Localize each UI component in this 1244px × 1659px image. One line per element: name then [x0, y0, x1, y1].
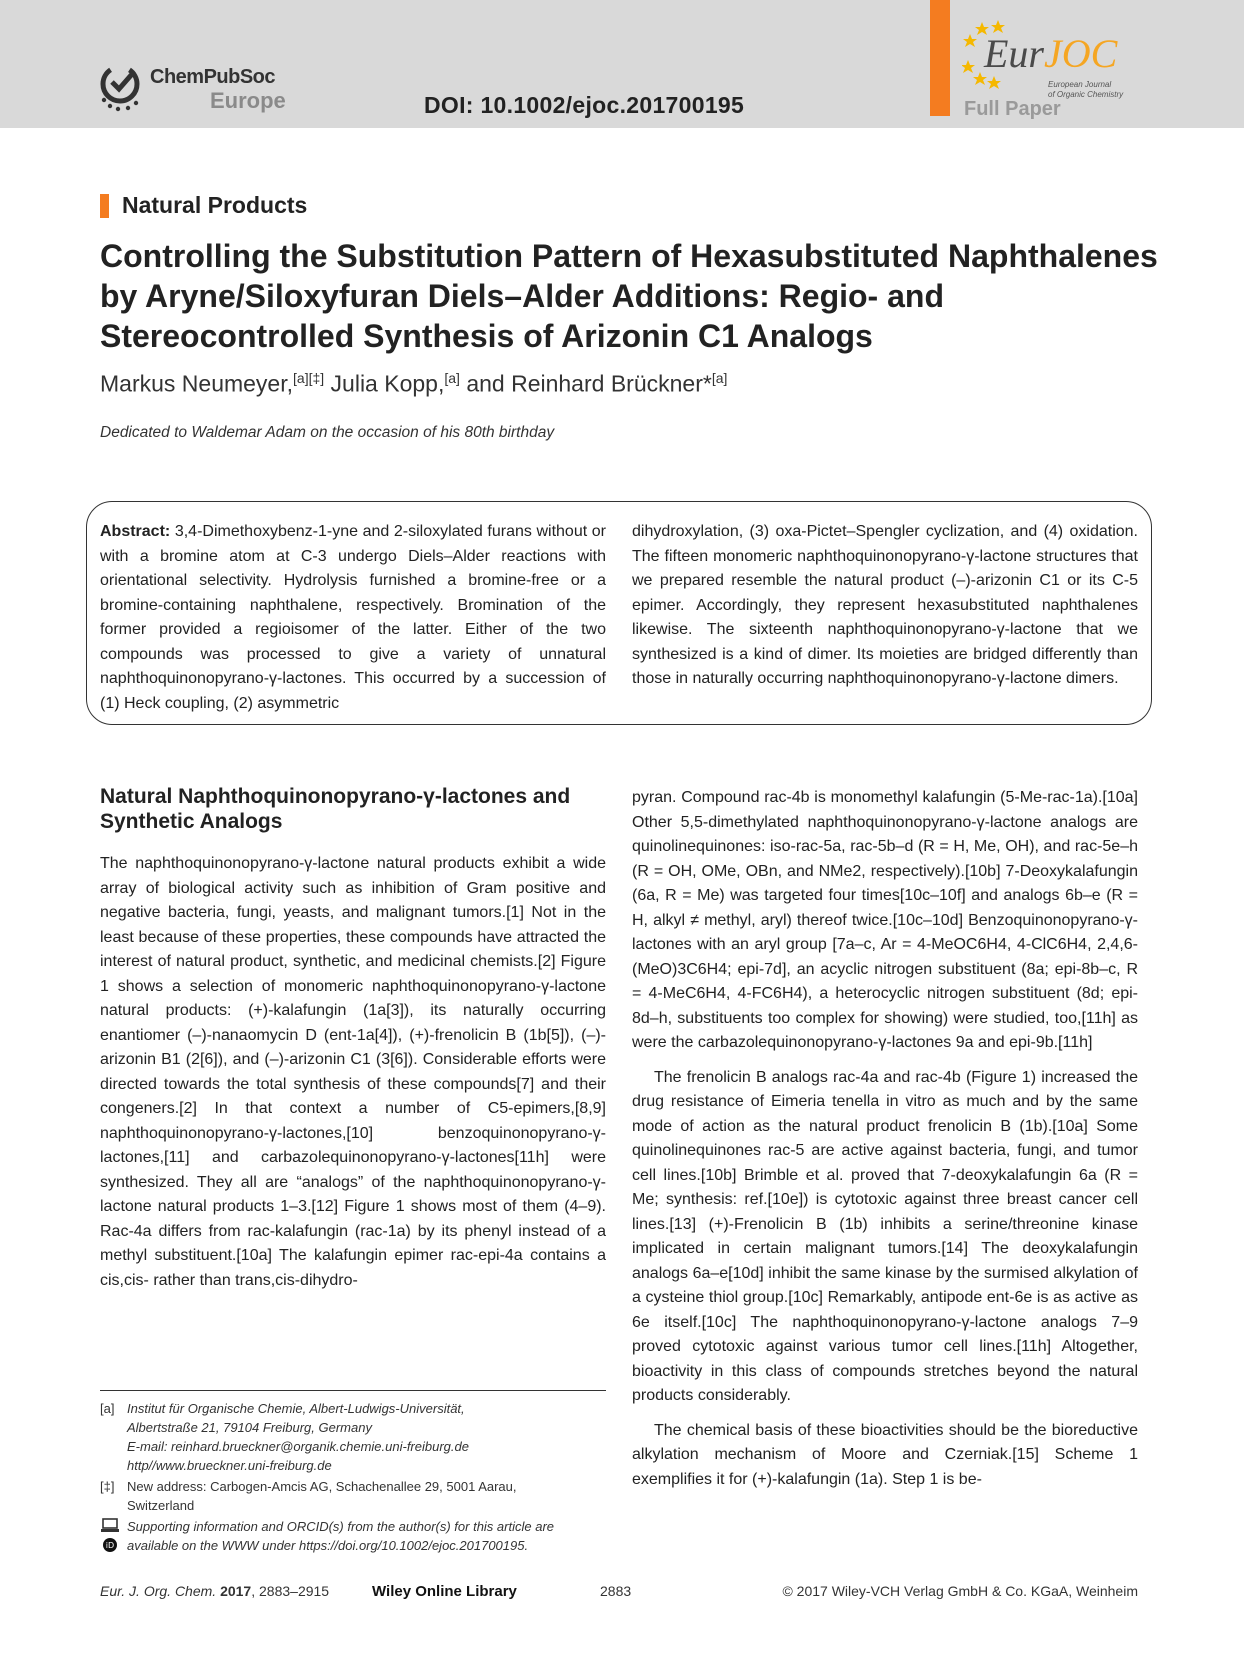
abstract-left — [100, 520, 606, 716]
footnote-affiliation: [a] Institut für Organische Chemie, Albert-Ludwigs-Universität, Albertstraße 21, 79104 Freiburg, Germany E-mail: reinhard.brueckner@organik.chemie.uni-freiburg.de http//www.brueckner.uni-freiburg.de — [100, 1399, 606, 1475]
journal-fullname-2: of Organic Chemistry — [1048, 90, 1124, 99]
footer-citation: Eur. J. Org. Chem. 2017, 2883–2915 — [100, 1583, 330, 1599]
publisher-sub: Europe — [210, 88, 286, 113]
body-paragraph: The chemical basis of these bioactivities should be the bioreductive alkylation mechanism of Moore and Czerniak.[15] Scheme 1 exemplifies it for (+)-kalafungin (1a). Step 1 is be- — [632, 1421, 1138, 1488]
accent-bar — [930, 0, 950, 116]
publisher-name: ChemPubSoc — [150, 66, 276, 88]
footnotes — [100, 1390, 606, 1560]
wiley-online-library-logo: Wiley Online Library — [372, 1583, 517, 1600]
author-1-affil: [a][‡] — [293, 370, 325, 386]
supporting-info-link[interactable]: available on the WWW under https://doi.org/10.1002/ejoc.201700195. — [127, 1538, 529, 1553]
paper-title: Controlling the Substitution Pattern of Hexasubstituted Naphthalenes by Aryne/Siloxyfuran Diels–Alder Additions: Regio- and Stereocontrolled Synthesis of Arizonin C1 Analogs — [100, 238, 1158, 354]
laptop-icon — [100, 1517, 120, 1553]
dedication: Dedicated to Waldemar Adam on the occasion of his 80th birthday — [100, 424, 555, 441]
page-footer — [100, 1583, 1138, 1605]
author-2: Julia Kopp, — [324, 370, 445, 397]
copyright: © 2017 Wiley-VCH Verlag GmbH & Co. KGaA, Weinheim — [782, 1583, 1138, 1599]
article-type: Full Paper — [964, 98, 1061, 120]
doi: DOI: 10.1002/ejoc.201700195 — [424, 92, 745, 118]
abstract-box — [86, 501, 1152, 725]
page-number: 2883 — [600, 1583, 632, 1599]
journal-logo-text: EurJOC — [984, 31, 1118, 76]
author-homepage[interactable]: http//www.brueckner.uni-freiburg.de — [127, 1458, 332, 1473]
footnote-new-address: [‡] New address: Carbogen-Amcis AG, Schachenallee 29, 5001 Aarau, Switzerland — [100, 1479, 517, 1513]
body-paragraph: The naphthoquinonopyrano-γ-lactone natural products exhibit a wide array of biological activity such as inhibition of Gram positive and negative bacteria, fungi, yeasts, and malignant tumors.[1] Not in the least because of these properties, these compounds have attracted the interest of natural product, synthetic, and medicinal chemists.[2] Figure 1 shows a selection of monomeric naphthoquinonopyrano-γ-lactone natural products: (+)-kalafungin (1a[3]), its naturally occurring enantiomer (–)-nanaomycin D (ent-1a[4]), (+)-frenolicin B (1b[5]), (–)-arizonin B1 (2[6]), and (–)-arizonin C1 (3[6]). Considerable efforts were directed towards the total synthesis of these compounds[7] and their congeners.[2] In that context a number of C5-epimers,[8,9] naphthoquinonopyrano-γ-lactones,[10] benzoquinonopyrano-γ-lactones,[11] and carbazolequinonopyrano-γ-lactones[11h] were synthesized. They all are “analogs” of the naphthoquinonopyrano-γ-lactone natural products 1–3.[12] Figure 1 shows most of them (4–9). Rac-4a differs from rac-kalafungin (rac-1a) by its phenyl instead of a methyl substituent.[10a] The kalafungin epimer rac-epi-4a contains a cis,cis- rather than trans,cis-dihydro- — [100, 855, 606, 1289]
footnote-supporting-info: iD Supporting information and ORCID(s) from the author(s) for this article are available on the WWW under https://doi.org/10.1002/ejoc.201700195. — [100, 1517, 606, 1558]
author-2-affil: [a] — [444, 370, 460, 386]
abstract-label: Abstract: — [100, 523, 171, 540]
section-tag-bar — [100, 194, 109, 218]
body-right-column — [632, 786, 1138, 1502]
section-label: Natural Products — [122, 192, 308, 218]
author-3-affil: [a] — [711, 370, 728, 386]
chempubsoc-logo — [98, 60, 288, 120]
author-3: and Reinhard Brückner* — [459, 370, 712, 397]
author-email[interactable]: E-mail: reinhard.brueckner@organik.chemie.uni-freiburg.de — [127, 1439, 469, 1454]
author-1: Markus Neumeyer, — [100, 370, 294, 397]
body-left-column — [100, 784, 606, 1303]
body-paragraph: pyran. Compound rac-4b is monomethyl kalafungin (5-Me-rac-1a).[10a] Other 5,5-dimethylated naphthoquinonopyrano-γ-lactone analogs are quinolinequinones: iso-rac-5a, rac-5b–d (R = H, Me, OH), and rac-5e–h (R = OH, OMe, OBn, and NMe2, respectively).[10b] 7-Deoxykalafungin (6a, R = Me) was targeted four times[10c–10f] and analogs 6b–e (R = H, alkyl ≠ methyl, aryl) thereof twice.[10c–10d] Benzoquinonopyrano-γ-lactones with an aryl group [7a–c, Ar = 4-MeOC6H4, 4-ClC6H4, 2,4,6-(MeO)3C6H4; epi-7d], an acyclic nitrogen substituent (8a; epi-8b–c, R = 4-MeC6H4, 4-FC6H4), a heterocyclic nitrogen substituent (8d; epi-8d–h, substituents too complex for showing) were studied, too,[11h] as were the carbazolequinonopyrano-γ-lactones 9a and epi-9b.[11h] — [632, 789, 1138, 1051]
journal-fullname-1: European Journal — [1048, 80, 1112, 89]
section-heading: Natural Naphthoquinonopyrano-γ-lactones and Synthetic Analogs — [100, 785, 571, 833]
eurjoc-logo — [962, 20, 1142, 100]
body-paragraph: The frenolicin B analogs rac-4a and rac-4b (Figure 1) increased the drug resistance of Eimeria tenella in vitro as much and by the same mode of action as the natural product frenolicin B (1b).[10a] Some quinolinequinones rac-5 are active against bacteria, fungi, and tumor cell lines.[10b] Brimble et al. proved that 7-deoxykalafungin 6a (R = Me; synthesis: ref.[10e]) is cytotoxic against three breast cancer cell lines.[13] (+)-Frenolicin B (1b) inhibits a serine/threonine kinase implicated in certain malignant tumors.[14] The deoxykalafungin analogs 6a–e[10d] inhibit the same kinase by the surmised alkylation of a cysteine thiol group.[10c] Remarkably, antipode ent-6e is as active as 6e itself.[10c] The naphthoquinonopyrano-γ-lactone analogs 7–9 proved cytotoxic against various tumor cell lines.[11h] Altogether, bioactivity in this class of compounds stretches beyond the natural products considerably. — [632, 1068, 1138, 1404]
abstract-text-left: 3,4-Dimethoxybenz-1-yne and 2-siloxylated furans without or with a bromine atom at C-3 undergo Diels–Alder reactions with orientational selectivity. Hydrolysis furnished a bromine-free or a bromine-containing naphthalene, respectively. Bromination of the former provided a regioisomer of the latter. Either of the two compounds was processed to give a variety of unnatural naphthoquinonopyrano-γ-lactones. This occurred by a succession of (1) Heck coupling, (2) asymmetric — [100, 523, 606, 712]
authors — [100, 370, 727, 398]
page-header — [0, 0, 1244, 128]
abstract-right: dihydroxylation, (3) oxa-Pictet–Spengler cyclization, and (4) oxidation. The fifteen monomeric naphthoquinonopyrano-γ-lactone structures that we prepared resemble the natural product (–)-arizonin C1 or its C-5 epimer. Accordingly, they represent hexasubstituted naphthalenes likewise. The sixteenth naphthoquinonopyrano-γ-lactone that we synthesized is a kind of dimer. Its moieties are bridged differently than those in naturally occurring naphthoquinonopyrano-γ-lactone dimers. — [632, 523, 1138, 687]
svg-text:iD: iD — [105, 1541, 115, 1550]
chempubsoc-emblem-icon — [98, 60, 146, 112]
